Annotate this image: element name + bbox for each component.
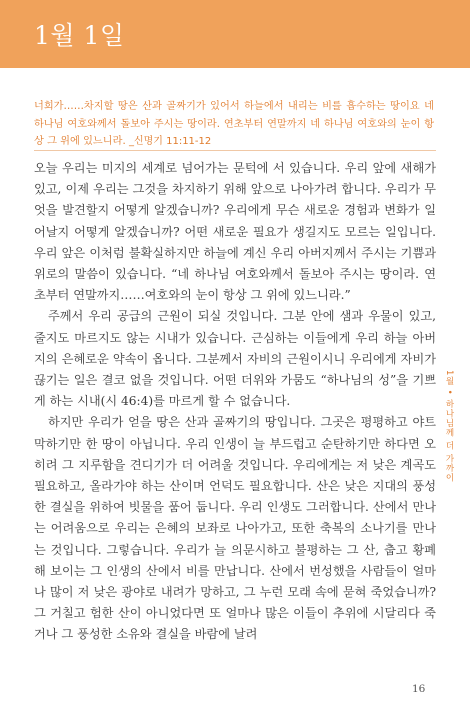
running-header: 1월 • 하나님께 더 가까이: [444, 370, 454, 483]
body-text: [34, 158, 436, 646]
page-title: 1월 1일: [34, 21, 125, 50]
title-bar: [0, 0, 470, 68]
quote-source: _신명기 11:11-12: [128, 136, 212, 147]
page-number: 16: [412, 683, 426, 695]
paragraph: 하지만 우리가 얻을 땅은 산과 골짜기의 땅입니다. 그곳은 평평하고 야트막하기만 한 땅이 아닙니다. 우리 인생이 늘 부드럽고 순탄하기만 하다면 오히려 그 지루함을 견디기가 더 어려울 것입니다. 우리에게는 저 낮은 계곡도 필요하고, 올라가야 하는 산이며 언덕도 필요합니다. 산은 낮은 지대의 풍성한 결실을 위하여 빗물을 품어 둡니다. 우리 인생도 그러합니다. 산에서 만나는 어려움으로 우리는 은혜의 보좌로 나아가고, 또한 축복의 소나기를 만나는 것입니다. 그렇습니다. 우리가 늘 의문시하고 불평하는 그 산, 춥고 황폐해 보이는 그 인생의 산에서 비를 만납니다. 산에서 번성했을 사람들이 얼마나 많이 저 낮은 광야로 내려가 망하고, 그 누런 모래 속에 묻혀 죽었습니까? 그 거칠고 험한 산이 아니었다면 또 얼마나 많은 이들이 추위에 시달리다 죽거나 그 풍성한 소유와 결실을 바람에 날려: [34, 415, 436, 642]
quote-text: 너희가……차지할 땅은 산과 골짜기가 있어서 하늘에서 내리는 비를 흡수하는 땅이요 네 하나님 여호와께서 돌보아 주시는 땅이라. 연초부터 연말까지 네 하나님 여호와의 눈이 항상 그 위에 있느니라.: [34, 101, 434, 147]
divider: [34, 150, 436, 151]
paragraph: 주께서 우리 공급의 근원이 되실 것입니다. 그분 안에 샘과 우물이 있고, 줄지도 마르지도 않는 시내가 있습니다. 근심하는 이들에게 우리 하늘 아버지의 은혜로운 약속이 옵니다. 그분께서 자비의 근원이시니 우리에게 자비가 끊기는 일은 결코 없을 것입니다. 어떤 더위와 가뭄도 “하나님의 성”을 기쁘게 하는 시내(시 46:4)를 마르게 할 수 없습니다.: [34, 309, 436, 409]
paragraph: 오늘 우리는 미지의 세계로 넘어가는 문턱에 서 있습니다. 우리 앞에 새해가 있고, 이제 우리는 그것을 차지하기 위해 앞으로 나아가려 합니다. 우리가 무엇을 발견할지 어떻게 알겠습니까? 우리에게 무슨 새로운 경험과 변화가 일어날지 어떻게 알겠습니까? 어떤 새로운 필요가 생길지도 모르는 일입니다. 우리 앞은 이처럼 불확실하지만 하늘에 계신 우리 아버지께서 주시는 기쁨과 위로의 말씀이 있습니다. “네 하나님 여호와께서 돌보아 주시는 땅이라. 연초부터 연말까지……여호와의 눈이 항상 그 위에 있느니라.”: [34, 161, 436, 303]
scripture-quote: [34, 98, 434, 151]
